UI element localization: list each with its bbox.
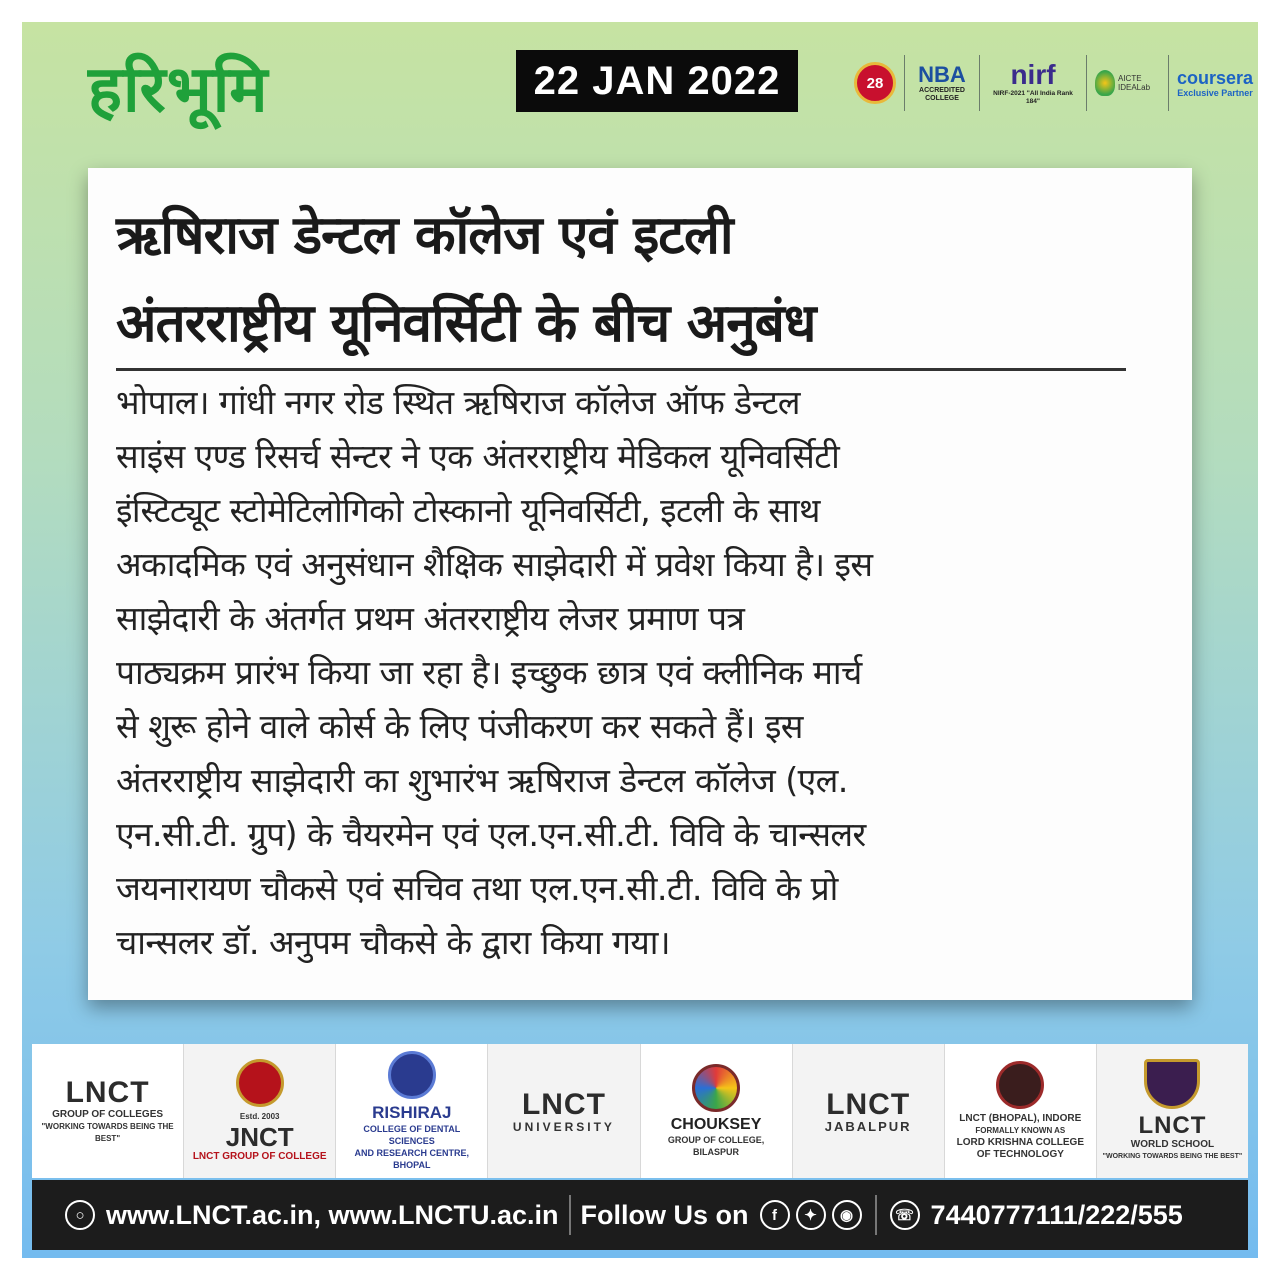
coursera-badge: [1169, 53, 1258, 113]
nirf-badge: [980, 53, 1086, 113]
institution-logo-strip: [32, 1044, 1248, 1178]
website-links[interactable]: www.LNCT.ac.in, www.LNCTU.ac.in: [106, 1199, 559, 1230]
news-clipping: [88, 168, 1192, 1000]
lnct-indore-emblem-icon: [996, 1061, 1044, 1109]
newspaper-masthead: हरिभूमि: [88, 53, 269, 127]
body-line: साझेदारी के अंतर्गत प्रथम अंतरराष्ट्रीय लेजर प्रमाण पत्र: [116, 599, 745, 638]
nirf-caption: NIRF-2021 "All India Rank 184": [993, 90, 1073, 105]
body-line: पाठ्यक्रम प्रारंभ किया जा रहा है। इच्छुक छात्र एवं क्लीनिक मार्च: [116, 653, 862, 692]
aicte-badge: [1087, 53, 1168, 113]
chouksey-emblem-icon: [692, 1064, 740, 1112]
logo-rishiraj: RISHIRAJ COLLEGE OF DENTAL SCIENCES AND RESEARCH CENTRE, BHOPAL: [336, 1044, 488, 1178]
body-line: जयनारायण चौकसे एवं सचिव तथा एल.एन.सी.टी. विवि के प्रो: [116, 869, 838, 908]
follow-label: Follow Us on: [580, 1199, 749, 1230]
rishiraj-emblem-icon: [388, 1051, 436, 1099]
footer-divider: [875, 1195, 877, 1235]
logo-chouksey: CHOUKSEY GROUP OF COLLEGE, BILASPUR: [641, 1044, 793, 1178]
logo-lnct-university: LNCT UNIVERSITY: [488, 1044, 640, 1178]
body-line: अंतरराष्ट्रीय साझेदारी का शुभारंभ ऋषिराज डेन्टल कॉलेज (एल.: [116, 761, 848, 800]
nba-badge: [905, 53, 979, 113]
nirf-logo: nirf: [1010, 59, 1056, 90]
aicte-caption: AICTE IDEALab: [1118, 74, 1151, 92]
logo-lnct-indore: LNCT (BHOPAL), INDORE FORMALLY KNOWN AS LORD KRISHNA COLLEGE OF TECHNOLOGY: [945, 1044, 1097, 1178]
logo-lnct-jabalpur: LNCT JABALPUR: [793, 1044, 945, 1178]
logo-jnct: Estd. 2003 JNCT LNCT GROUP OF COLLEGE: [184, 1044, 336, 1178]
twitter-icon[interactable]: ✦: [796, 1200, 826, 1230]
article-body: [116, 376, 1128, 970]
coursera-logo: coursera: [1177, 67, 1254, 88]
contact-footer: [32, 1180, 1248, 1250]
lnct-wordmark: LNCT: [1138, 1112, 1207, 1139]
article-headline: [116, 192, 1126, 368]
lnct-wordmark: LNCT: [521, 1088, 606, 1121]
jnct-wordmark: JNCT: [225, 1122, 294, 1152]
headline-line: ऋषिराज डेन्टल कॉलेज एवं इटली: [116, 205, 733, 266]
school-shield-icon: [1144, 1059, 1200, 1109]
rishiraj-wordmark: RISHIRAJ: [372, 1103, 452, 1122]
lnct-wordmark: LNCT: [826, 1088, 911, 1121]
logo-lnct-world-school: LNCT WORLD SCHOOL "WORKING TOWARDS BEING THE BEST": [1097, 1044, 1248, 1178]
phone-icon: ☏: [890, 1200, 920, 1230]
lnct-wordmark: LNCT: [65, 1076, 150, 1109]
body-line: से शुरू होने वाले कोर्स के लिए पंजीकरण कर सकते हैं। इस: [116, 707, 803, 746]
phone-number[interactable]: 7440777111/222/555: [930, 1199, 1183, 1230]
globe-icon: ○: [65, 1200, 95, 1230]
body-line: साइंस एण्ड रिसर्च सेन्टर ने एक अंतरराष्ट्रीय मेडिकल यूनिवर्सिटी: [116, 437, 840, 476]
anniversary-number: 28: [854, 62, 896, 104]
poster-frame: [22, 22, 1258, 1258]
chouksey-wordmark: CHOUKSEY: [670, 1116, 762, 1133]
body-line: भोपाल। गांधी नगर रोड स्थित ऋषिराज कॉलेज ऑफ डेन्टल: [116, 383, 800, 422]
logo-lnct-group: LNCT GROUP OF COLLEGES "WORKING TOWARDS BEING THE BEST": [32, 1044, 184, 1178]
body-line: एन.सी.टी. ग्रुप) के चैयरमेन एवं एल.एन.सी.टी. विवि के चान्सलर: [116, 815, 866, 854]
body-line: चान्सलर डॉ. अनुपम चौकसे के द्वारा किया गया।: [116, 923, 670, 962]
facebook-icon[interactable]: f: [760, 1200, 790, 1230]
footer-divider: [569, 1195, 571, 1235]
accreditation-badges: [846, 48, 1258, 118]
body-line: अकादमिक एवं अनुसंधान शैक्षिक साझेदारी में प्रवेश किया है। इस: [116, 545, 873, 584]
instagram-icon[interactable]: ◉: [832, 1200, 862, 1230]
nba-logo: NBA: [918, 62, 966, 87]
date-label: 22 JAN 2022: [516, 50, 798, 112]
nba-caption: ACCREDITED COLLEGE: [919, 87, 965, 102]
coursera-caption: Exclusive Partner: [1177, 87, 1253, 98]
jnct-emblem-icon: [236, 1059, 284, 1107]
headline-line: अंतरराष्ट्रीय यूनिवर्सिटी के बीच अनुबंध: [116, 293, 816, 354]
anniversary-badge: [846, 53, 904, 113]
lightbulb-icon: [1095, 70, 1115, 96]
body-line: इंस्टिट्यूट स्टोमेटिलोगिको टोस्कानो यूनिवर्सिटी, इटली के साथ: [116, 491, 820, 530]
headline-rule: [116, 368, 1126, 371]
